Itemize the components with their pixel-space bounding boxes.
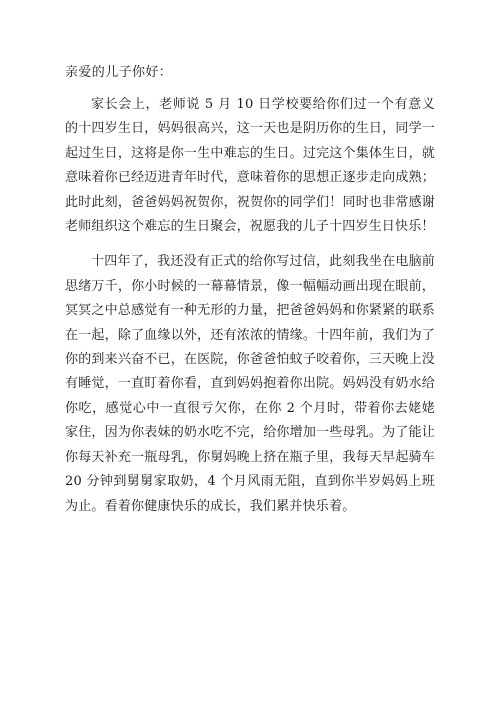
letter-body [65,62,435,519]
letter-paragraph-1: 家长会上，老师说 5 月 10 日学校要给你们过一个有意义的十四岁生日，妈妈很高兴，这一天也是阴历你的生日，同学一起过生日，这将是你一生中难忘的生日。过完这个集体生日，就意味着你已经迈进青年时代，意味着你的思想正逐步走向成熟；此时此刻，爸爸妈妈祝贺你，祝贺你的同学们！同时也非常感谢老师组织这个难忘的生日聚会，祝愿我的儿子十四岁生日快乐！ [65,97,435,235]
letter-paragraph-2: 十四年了，我还没有正式的给你写过信，此刻我坐在电脑前思绪万千，你小时候的一幕幕情景，像一幅幅动画出现在眼前，冥冥之中总感觉有一种无形的力量，把爸爸妈妈和你紧紧的联系在一起，除了血缘以外，还有浓浓的情缘。十四年前，我们为了你的到来兴奋不已，在医院，你爸爸怕蚊子咬着你，三天晚上没有睡觉，一直盯着你看，直到妈妈抱着你出院。妈妈没有奶水给你吃，感觉心中一直很亏欠你，在你 2 个月时，带着你去姥姥家住，因为你表妹的奶水吃不完，给你增加一些母乳。为了能让你每天补充一瓶母乳，你舅妈晚上挤在瓶子里，我每天早起骑车 20 分钟到舅舅家取奶，4 个月风雨无阻，直到你半岁妈妈上班为止。看着你健康快乐的成长，我们累并快乐着。 [65,254,435,514]
letter-greeting: 亲爱的儿子你好： [65,65,173,80]
